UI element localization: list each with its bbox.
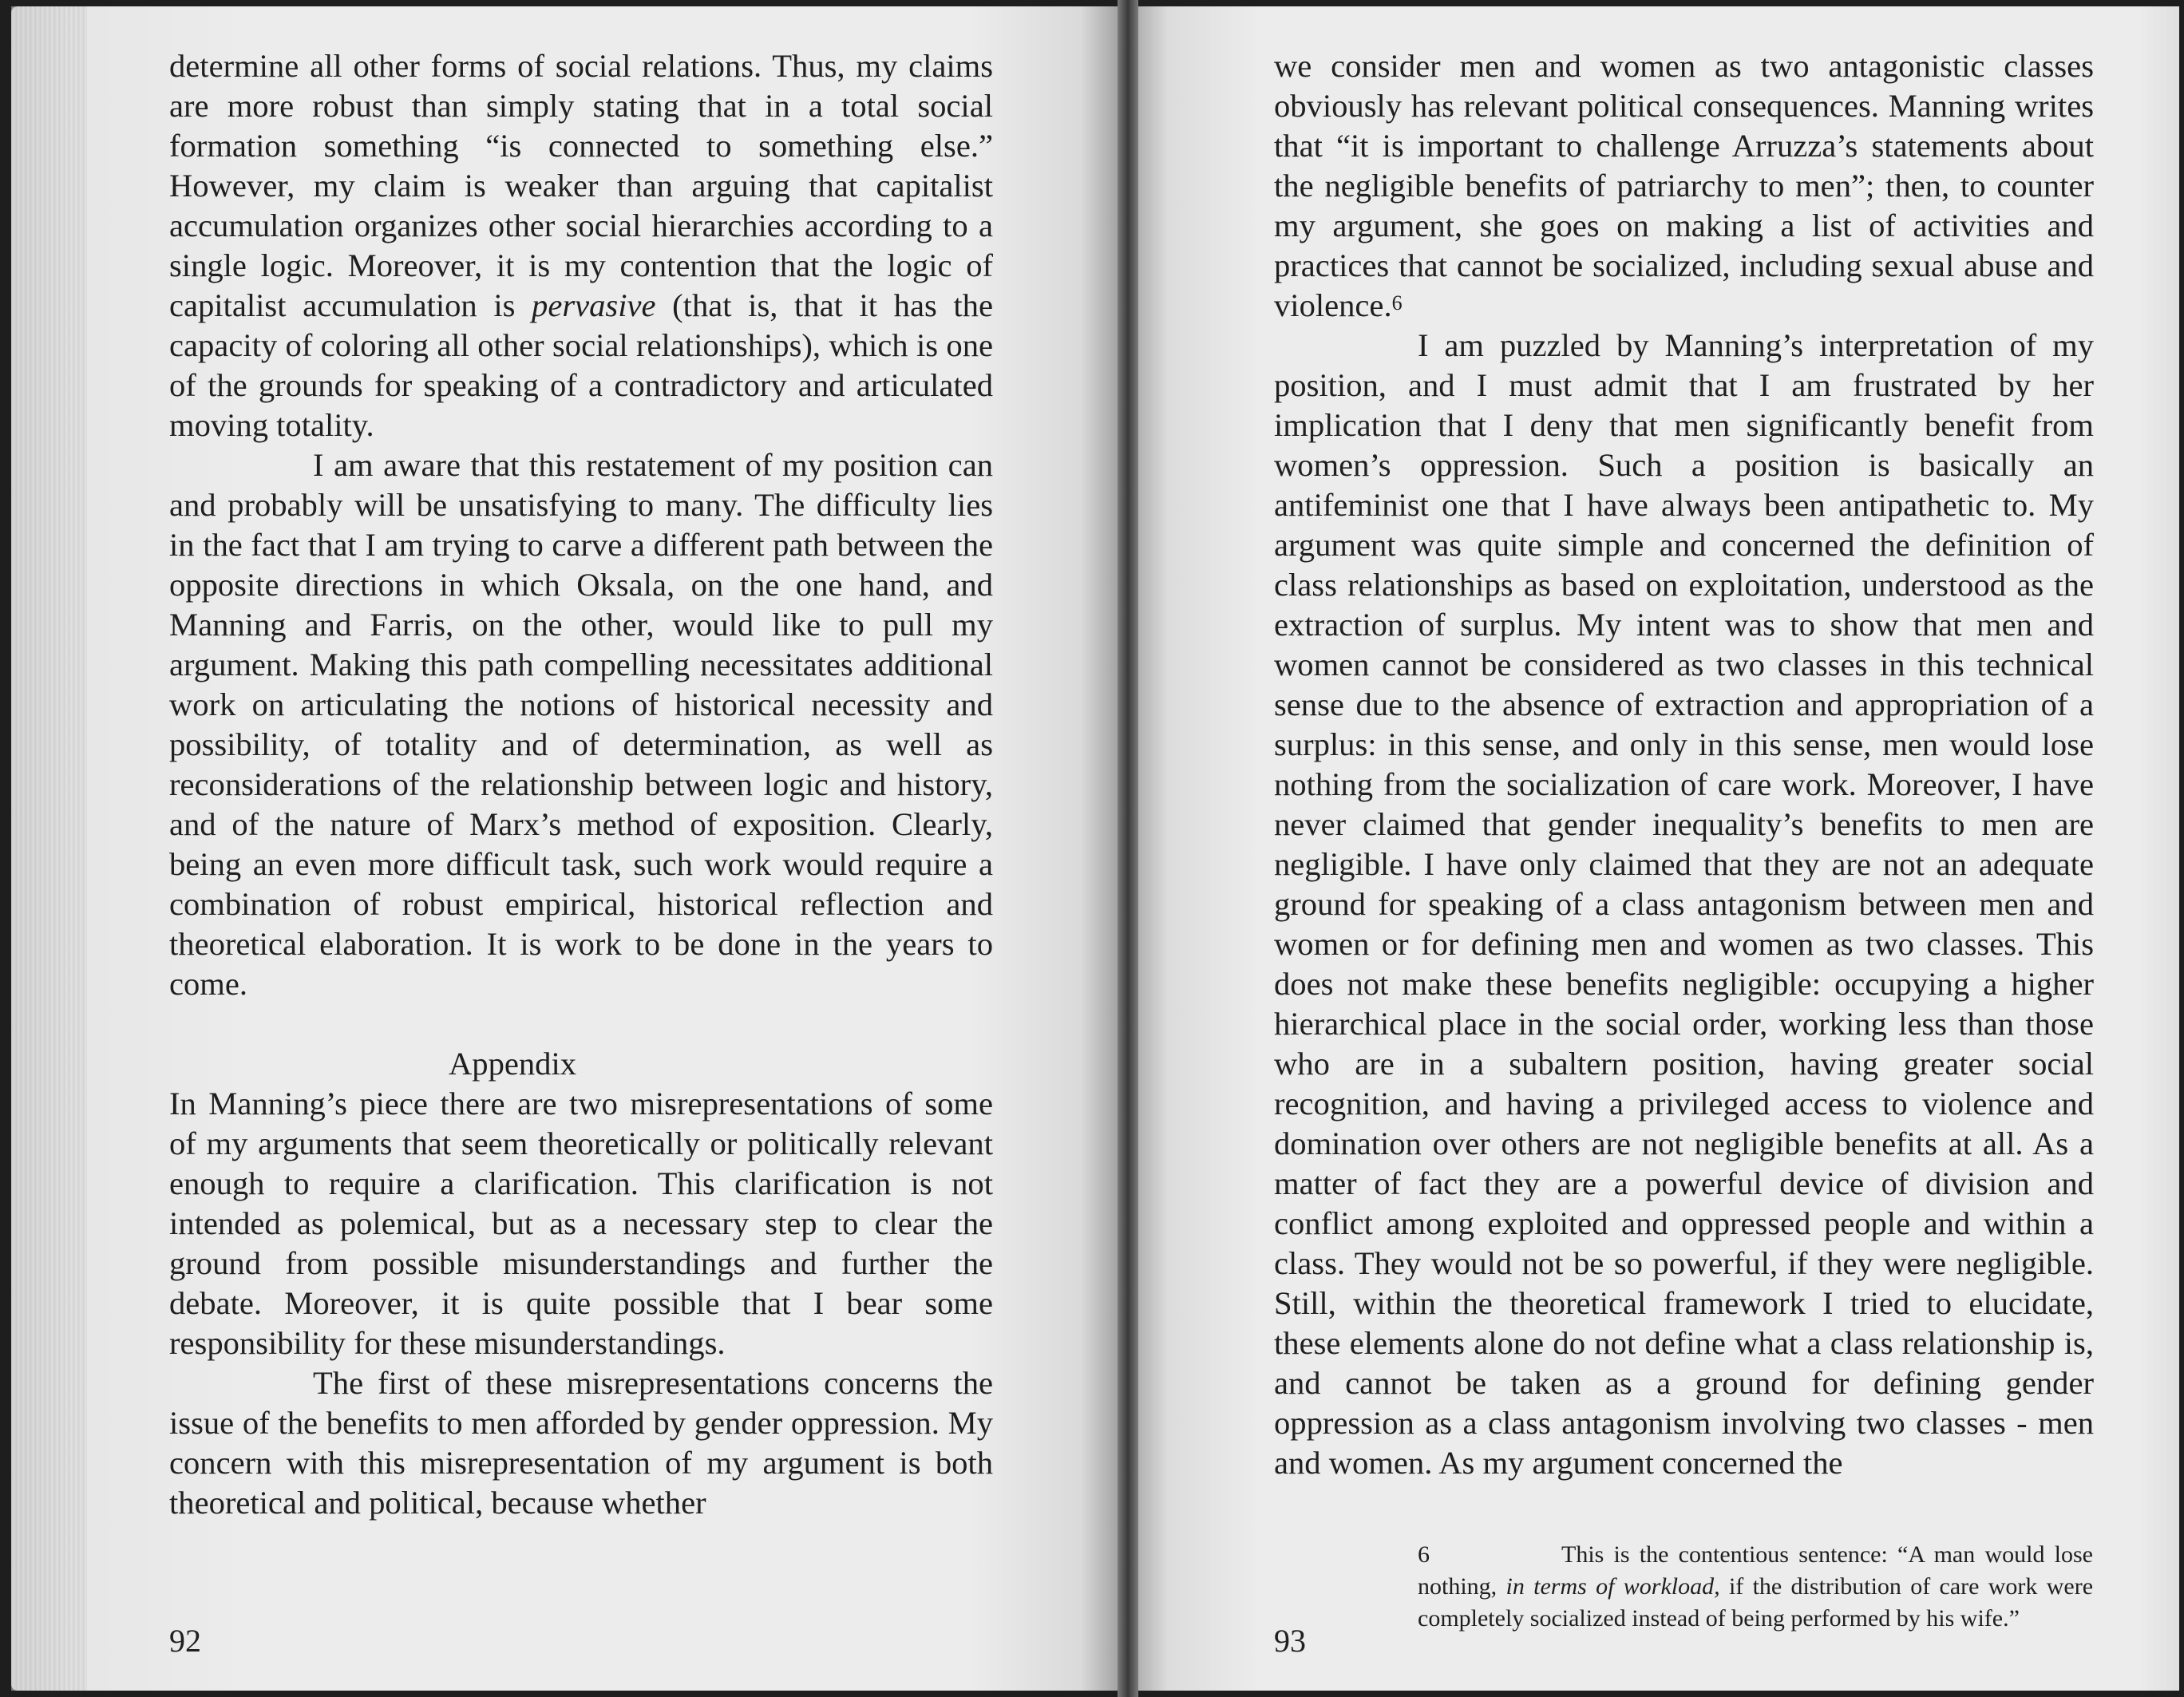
right-paragraph-1-text: we consider men and women as two antagonistic classes obviously has relevant political consequences. Manning writes that “it is important to challenge Arruzza’s statements about the negligible benefits of patriarchy to men”; then, to counter my argument, she goes on making a list of activities and practices that cannot be socialized, including sexual abuse and violence. bbox=[1274, 48, 2094, 323]
footnote-text-start: This is the contentious sentence: “A man would lose nothing, bbox=[1418, 1541, 2093, 1600]
footnote-reference: 6 bbox=[1391, 291, 1403, 314]
left-paragraph-3: In Manning’s piece there are two misrepresentations of some of my arguments that seem theoretically or politically relevant enough to require a clarification. This clarification is not intended as polemical, but as a necessary step to clear the ground from possible misunderstandings and further the debate. Moreover, it is quite possible that I bear some responsibility for these misunderstandings. bbox=[169, 1086, 993, 1361]
footnote-emphasis: in terms of workload, bbox=[1505, 1573, 1720, 1600]
footnote-text-end: if the distribution of care work were completely socialized instead of being performed by his wife.” bbox=[1418, 1573, 2094, 1632]
appendix-heading: Appendix bbox=[449, 1046, 577, 1082]
emphasis-pervasive: pervasive bbox=[532, 287, 656, 323]
left-paragraph-1 bbox=[169, 46, 993, 445]
left-paragraph-2: I am aware that this restatement of my position can and probably will be unsatisfying to many. The difficulty lies in the fact that I am trying to carve a different path between the opposite directions in which Oksala, on the one hand, and Manning and Farris, on the other, would like to pull my argument. Making this path compelling necessitates additional work on articulating the notions of historical necessity and possibility, of totality and of determination, as well as reconsiderations of the relationship between logic and history, and of the nature of Marx’s method of exposition. Clearly, being an even more difficult task, such work would require a combination of robust empirical, historical reflection and theoretical elaboration. It is work to be done in the years to come. bbox=[169, 447, 993, 1002]
page-number-left: 92 bbox=[169, 1623, 201, 1659]
left-paragraph-4: The first of these misrepresentations concerns the issue of the benefits to men afforded by gender oppression. My concern with this misrepresentation of my argument is both theoretical and political, because whether bbox=[169, 1365, 993, 1521]
left-paragraph-1-end: (that is, that it has the capacity of coloring all other social relationships), which is one of the grounds for speaking of a contradictory and articulated moving totality. bbox=[169, 287, 993, 443]
left-page-text bbox=[169, 46, 993, 1523]
footnote-number: 6 bbox=[1418, 1541, 1430, 1568]
left-paragraph-1-text: determine all other forms of social relations. Thus, my claims are more robust than simply stating that in a total social formation something “is connected to something else.” However, my claim is weaker than arguing that capitalist accumulation organizes other social hierarchies according to a single logic. Moreover, it is my contention that the logic of capitalist accumulation is bbox=[169, 48, 993, 323]
right-paragraph-1 bbox=[1274, 46, 2094, 326]
book-gutter bbox=[1118, 0, 1138, 1697]
page-number-right: 93 bbox=[1274, 1623, 1306, 1659]
footnote-text bbox=[1418, 1539, 2093, 1635]
footnote bbox=[1418, 1539, 2093, 1635]
right-page-text bbox=[1274, 46, 2094, 1483]
right-paragraph-2: I am puzzled by Manning’s interpretation of my position, and I must admit that I am frustrated by her implication that I deny that men significantly benefit from women’s oppression. Such a position is basically an antifeminist one that I have always been antipathetic to. My argument was quite simple and concerned the definition of class relationships as based on exploitation, understood as the extraction of surplus. My intent was to show that men and women cannot be considered as two classes in this technical sense due to the absence of extraction and appropriation of a surplus: in this sense, and only in this sense, men would lose nothing from the socialization of care work. Moreover, I have never claimed that gender inequality’s benefits to men are negligible. I have only claimed that they are not an adequate ground for speaking of a class antagonism between men and women or for defining men and women as two classes. This does not make these benefits negligible: occupying a higher hierarchical place in the social order, working less than those who are in a subaltern position, having greater social recognition, and having a privileged access to violence and domination over others are not negligible benefits at all. As a matter of fact they are a powerful device of division and conflict among exploited and oppressed people and within a class. They would not be so powerful, if they were negligible. Still, within the theoretical framework I tried to elucidate, these elements alone do not define what a class relationship is, and cannot be taken as a ground for defining gender oppression as a class antagonism involving two classes - men and women. As my argument concerned the bbox=[1274, 327, 2094, 1481]
